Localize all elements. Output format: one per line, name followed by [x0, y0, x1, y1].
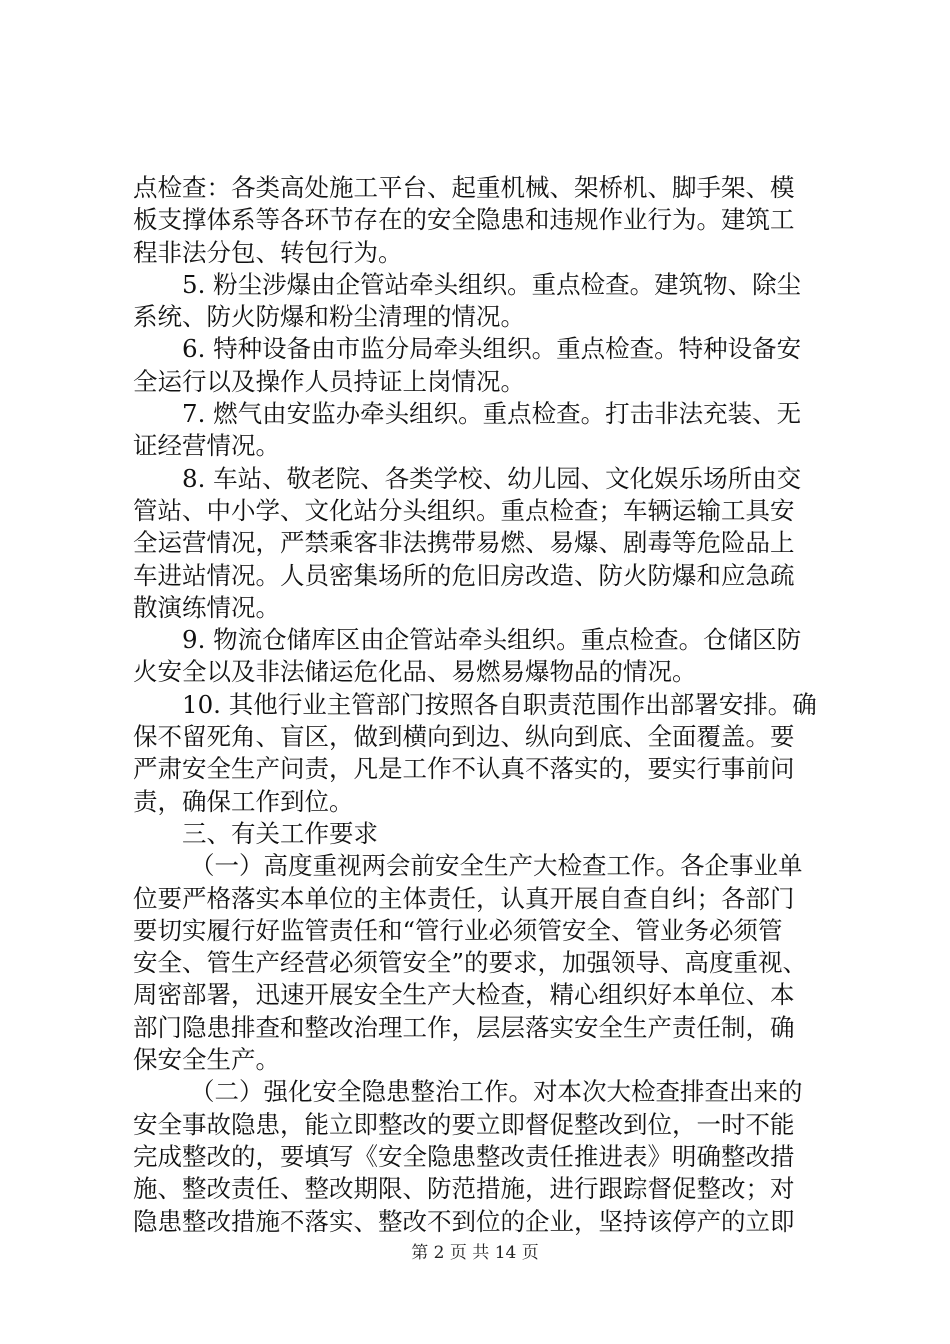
text-line: 部门隐患排查和整改治理工作，层层落实安全生产责任制，确 [133, 1012, 795, 1042]
page-number-footer: 第 2 页 共 14 页 [411, 1243, 539, 1263]
document-body [133, 172, 833, 1238]
text-line: 安全事故隐患，能立即整改的要立即督促整改到位，一时不能 [133, 1109, 795, 1139]
text-line: 保不留死角、盲区，做到横向到边、纵向到底、全面覆盖。要 [133, 722, 795, 752]
text-line: （二）强化安全隐患整治工作。对本次大检查排查出来的 [190, 1077, 803, 1107]
text-line: 8. 车站、敬老院、各类学校、幼儿园、文化娱乐场所由交 [182, 463, 802, 493]
text-line: 散演练情况。 [133, 592, 280, 622]
text-line: 位要严格落实本单位的主体责任，认真开展自查自纠；各部门 [133, 883, 795, 913]
text-line: 程非法分包、转包行为。 [133, 237, 403, 267]
text-line: 施、整改责任、整改期限、防范措施，进行跟踪督促整改；对 [133, 1174, 795, 1204]
text-line: 5. 粉尘涉爆由企管站牵头组织。重点检查。建筑物、除尘 [182, 269, 802, 299]
text-line: 保安全生产。 [133, 1045, 280, 1075]
text-line: 点检查：各类高处施工平台、起重机械、架桥机、脚手架、模 [133, 173, 795, 202]
text-line: 隐患整改措施不落实、整改不到位的企业，坚持该停产的立即 [133, 1206, 795, 1236]
text-line: 7. 燃气由安监办牵头组织。重点检查。打击非法充装、无 [182, 399, 802, 429]
text-line: 9. 物流仓储库区由企管站牵头组织。重点检查。仓储区防 [182, 625, 802, 655]
text-line: 管站、中小学、文化站分头组织。重点检查；车辆运输工具安 [133, 495, 795, 525]
text-line: 责，确保工作到位。 [133, 786, 354, 816]
text-line: 完成整改的，要填写《安全隐患整改责任推进表》明确整改措 [133, 1141, 795, 1171]
text-line: 板支撑体系等各环节存在的安全隐患和违规作业行为。建筑工 [133, 205, 795, 235]
text-line: 10. 其他行业主管部门按照各自职责范围作出部署安排。确 [182, 689, 817, 719]
text-line: 全运行以及操作人员持证上岗情况。 [133, 366, 525, 396]
text-line: 证经营情况。 [133, 431, 280, 461]
text-line: 全运营情况，严禁乘客非法携带易燃、易爆、剧毒等危险品上 [133, 528, 795, 558]
text-line: 系统、防火防爆和粉尘清理的情况。 [133, 302, 525, 332]
text-line: 火安全以及非法储运危化品、易燃易爆物品的情况。 [133, 657, 697, 687]
text-line: 严肃安全生产问责，凡是工作不认真不落实的，要实行事前问 [133, 754, 795, 784]
text-line: 周密部署，迅速开展安全生产大检查，精心组织好本单位、本 [133, 980, 795, 1010]
text-line: 要切实履行好监管责任和“管行业必须管安全、管业务必须管 [133, 915, 783, 945]
text-line: 车进站情况。人员密集场所的危旧房改造、防火防爆和应急疏 [133, 560, 795, 590]
text-line: 三、有关工作要求 [182, 818, 378, 848]
text-line: 安全、管生产经营必须管安全”的要求，加强领导、高度重视、 [133, 948, 808, 978]
text-line: （一）高度重视两会前安全生产大检查工作。各企事业单 [190, 851, 803, 881]
text-line: 6. 特种设备由市监分局牵头组织。重点检查。特种设备安 [182, 334, 802, 364]
